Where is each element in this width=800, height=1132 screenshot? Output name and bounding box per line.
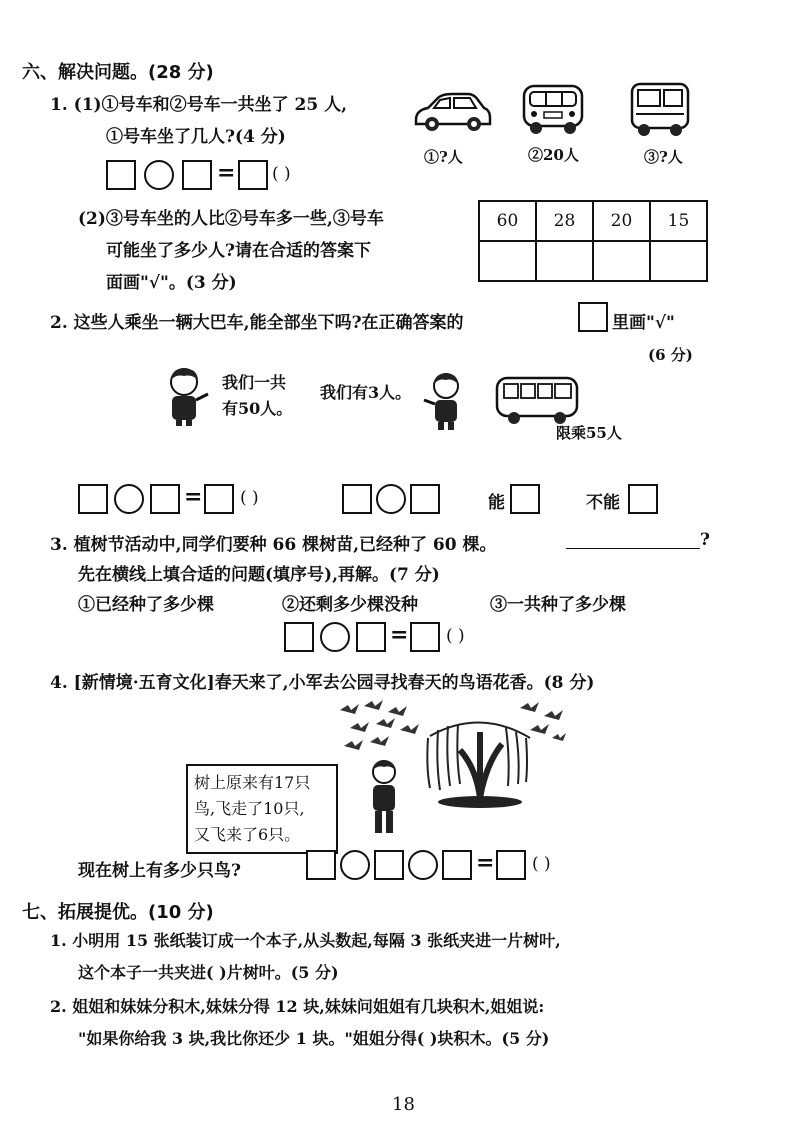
s7-q1-line1: 1. 小明用 15 张纸装订成一个本子,从头数起,每隔 3 张纸夹进一片树叶, xyxy=(50,931,561,950)
q1-part1-line2: ①号车坐了几人?(4 分) xyxy=(106,127,286,147)
check-cell[interactable] xyxy=(536,241,593,281)
q2-points: (6 分) xyxy=(648,346,693,364)
operator-circle[interactable] xyxy=(408,850,438,880)
answer-box[interactable] xyxy=(374,850,404,880)
speech1-line1: 我们一共 xyxy=(222,373,287,392)
q1-options-table xyxy=(478,200,708,282)
speech-line: 鸟,飞走了10只, xyxy=(194,799,305,818)
page-number: 18 xyxy=(392,1094,415,1115)
unit-paren[interactable]: ( ) xyxy=(240,488,259,508)
q3-line2: 先在横线上填合适的问题(填序号),再解。(7 分) xyxy=(78,565,440,585)
operator-circle[interactable] xyxy=(320,622,350,652)
section7-heading: 七、拓展提优。(10 分) xyxy=(22,902,214,923)
car2-label: ②20人 xyxy=(528,146,579,164)
s7-q2-line1: 2. 姐姐和妹妹分积木,妹妹分得 12 块,妹妹问姐姐有几块积木,姐姐说: xyxy=(50,997,545,1016)
car1-label: ①?人 xyxy=(424,148,463,166)
speech1-line2: 有50人。 xyxy=(222,399,293,418)
answer-box[interactable] xyxy=(442,850,472,880)
answer-box[interactable] xyxy=(410,484,440,514)
van-car-icon xyxy=(518,82,590,136)
answer-box[interactable] xyxy=(106,160,136,190)
option-cell: 28 xyxy=(536,201,593,241)
answer-box[interactable] xyxy=(182,160,212,190)
q2-line1-b: 里画"√" xyxy=(612,313,675,333)
compare-circle[interactable] xyxy=(376,484,406,514)
unit-paren[interactable]: ( ) xyxy=(446,626,465,646)
q4-text: 春天来了,小军去公园寻找春天的鸟语花香。(8 分) xyxy=(214,673,595,693)
q4-speech-box xyxy=(186,764,338,854)
operator-circle[interactable] xyxy=(144,160,174,190)
q1-part2-line2: 可能坐了多少人?请在合适的答案下 xyxy=(106,241,371,261)
boy-icon xyxy=(158,366,216,428)
answer-box[interactable] xyxy=(356,622,386,652)
answer-box[interactable] xyxy=(342,484,372,514)
check-cell[interactable] xyxy=(479,241,536,281)
boy-icon xyxy=(420,370,470,432)
question-blank[interactable] xyxy=(566,548,700,549)
answer-box[interactable] xyxy=(150,484,180,514)
check-box[interactable] xyxy=(578,302,608,332)
operator-circle[interactable] xyxy=(340,850,370,880)
q3-option-1: ①已经种了多少棵 xyxy=(78,595,214,615)
q1-part2-line1: (2)③号车坐的人比②号车多一些,③号车 xyxy=(78,209,384,229)
answer-box[interactable] xyxy=(410,622,440,652)
q4-question: 现在树上有多少只鸟? xyxy=(78,861,241,881)
answer-box[interactable] xyxy=(496,850,526,880)
s7-q2-line2: "如果你给我 3 块,我比你还少 1 块。"姐姐分得( )块积木。(5 分) xyxy=(78,1029,550,1048)
q4-line1: 4. [新情境·五育文化]春天来了,小军去公园寻找春天的鸟语花香。(8 分) xyxy=(50,673,595,693)
q3-question-mark: ? xyxy=(700,530,710,550)
answer-box[interactable] xyxy=(238,160,268,190)
q3-line1: 3. 植树节活动中,同学们要种 66 棵树苗,已经种了 60 棵。 xyxy=(50,535,497,555)
bus-label: 限乘55人 xyxy=(556,424,622,442)
unit-paren[interactable]: ( ) xyxy=(532,854,551,874)
can-label: 能 xyxy=(488,493,505,513)
section6-heading: 六、解决问题。(28 分) xyxy=(22,62,214,83)
bus-car-icon xyxy=(628,80,692,138)
speech-line: 树上原来有17只 xyxy=(194,773,311,792)
answer-box[interactable] xyxy=(306,850,336,880)
option-cell: 60 xyxy=(479,201,536,241)
answer-box[interactable] xyxy=(284,622,314,652)
q3-option-3: ③一共种了多少棵 xyxy=(490,595,626,615)
answer-box[interactable] xyxy=(78,484,108,514)
check-cell[interactable] xyxy=(593,241,650,281)
bus-icon xyxy=(494,374,582,426)
operator-circle[interactable] xyxy=(114,484,144,514)
q3-option-2: ②还剩多少棵没种 xyxy=(282,595,418,615)
speech-line: 又飞来了6只。 xyxy=(194,825,301,844)
q1-part2-line3: 面画"√"。(3 分) xyxy=(106,273,237,293)
sedan-car-icon xyxy=(412,88,492,136)
speech2: 我们有3人。 xyxy=(320,383,412,402)
option-cell: 15 xyxy=(650,201,707,241)
s7-q1-line2: 这个本子一共夹进( )片树叶。(5 分) xyxy=(78,963,339,982)
q1-part1-line1: 1. (1)①号车和②号车一共坐了 25 人, xyxy=(50,95,347,115)
cannot-label: 不能 xyxy=(586,493,620,513)
q2-line1-a: 2. 这些人乘坐一辆大巴车,能全部坐下吗?在正确答案的 xyxy=(50,313,464,333)
car3-label: ③?人 xyxy=(644,148,683,166)
cannot-check-box[interactable] xyxy=(628,484,658,514)
option-cell: 20 xyxy=(593,201,650,241)
can-check-box[interactable] xyxy=(510,484,540,514)
answer-box[interactable] xyxy=(204,484,234,514)
context-tag: [新情境·五育文化] xyxy=(73,673,215,693)
boy-icon xyxy=(364,758,404,838)
unit-paren[interactable]: ( ) xyxy=(272,164,291,184)
check-cell[interactable] xyxy=(650,241,707,281)
